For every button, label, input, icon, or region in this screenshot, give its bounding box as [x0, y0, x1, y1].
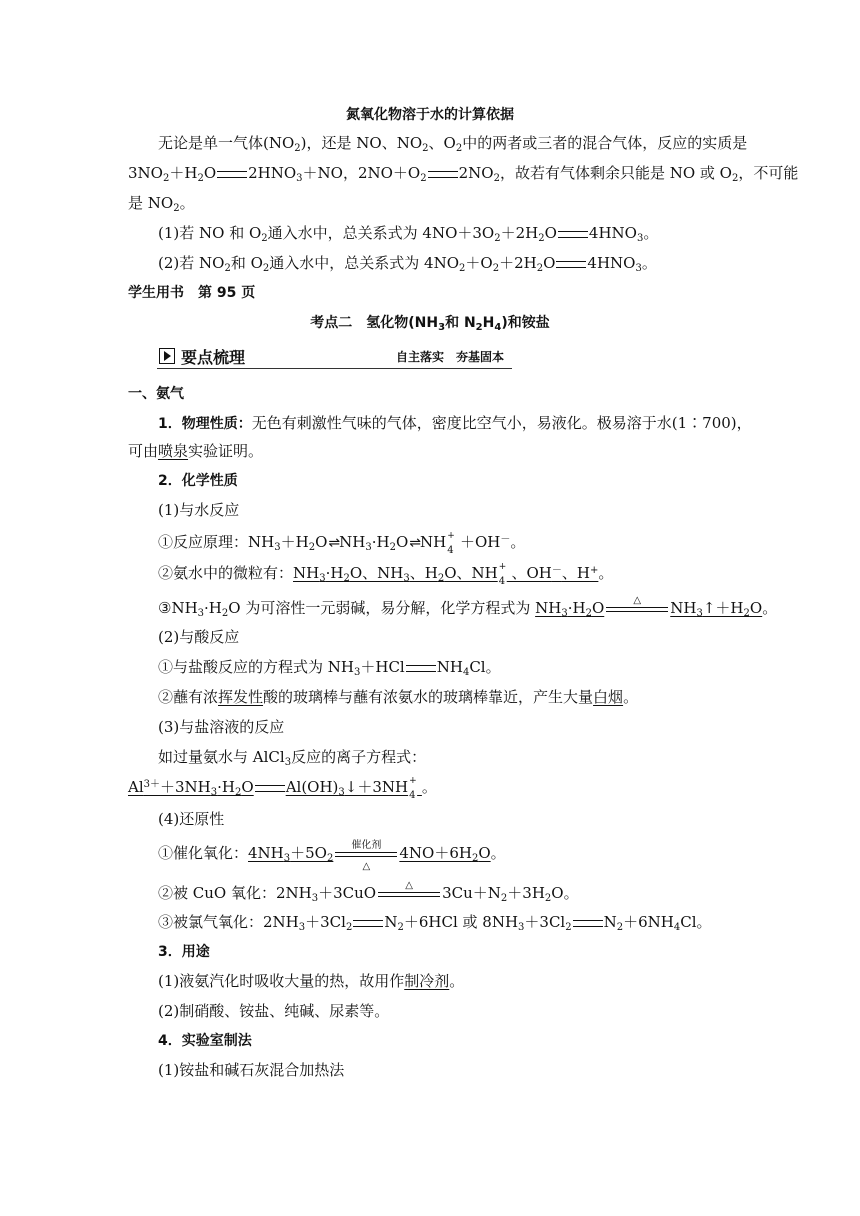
heat-condition: △ — [606, 602, 668, 616]
white-smoke: ②蘸有浓挥发性酸的玻璃棒与蘸有浓氨水的玻璃棒靠近，产生大量白烟。 — [158, 688, 639, 706]
banner-subtitle: 自主落实 夯基固本 — [395, 350, 504, 364]
blank-answer: $4NH_3+5O_2$ 催化剂 △ $4NO+6H_2O$ — [248, 840, 491, 872]
title-text: 氮氧化物溶于水的计算依据 — [346, 107, 514, 123]
equals-sign — [406, 665, 436, 672]
reaction-principle: ①反应原理：$NH_3+H_2O\rightleftharpoons NH_3\cdot H_2O\rightleftharpoons NH$ + 4 ＋OH－。 — [158, 531, 526, 556]
topic-heading: 考点二 氢化物($NH_3$和 $N_2H_4$)和铵盐 — [310, 315, 550, 333]
use-2: (2)制硝酸、铵盐、纯碱、尿素等。 — [158, 1002, 390, 1020]
heading-ammonia: 一、氨气 — [128, 386, 184, 402]
blank-answer: $NH_3\cdot H_2O$、$NH_3$、$H_2O$、NH + 4 、OH－、H+ — [293, 562, 599, 587]
heading-uses: 3．用途 — [158, 944, 210, 960]
equals-sign — [573, 920, 603, 927]
sub-heading-water: (1)与水反应 — [158, 501, 240, 519]
hcl-reaction: ①与盐酸反应的方程式为 $NH_3+HCl$ $NH_4Cl$。 — [158, 658, 501, 678]
equals-sign — [255, 785, 285, 792]
equals-sign — [353, 920, 383, 927]
ion-charge: + 4 — [447, 531, 455, 556]
section-title — [0, 104, 860, 126]
reversible-arrow-icon: ⇌ — [328, 535, 339, 551]
rule-1: (1)若 NO 和 $O_2$通入水中，总关系式为 $4NO+3O_2+2H_2O$ $4HNO_3$。 — [158, 224, 659, 244]
equals-sign — [217, 171, 247, 178]
weak-base-decomposition: $③NH_3\cdot H_2O$ 为可溶性一元弱碱，易分解，化学方程式为 $NH_3\cdot H_2O$ △ $NH_3↑+H_2O$。 — [158, 595, 778, 619]
blank-answer: 白烟 — [593, 688, 624, 706]
heading-lab-prep: 4．实验室制法 — [158, 1033, 252, 1049]
reversible-arrow-icon: ⇌ — [409, 535, 419, 551]
blank-answer: 喷泉 — [158, 442, 189, 460]
alcl3-intro: 如过量氨水与 AlCl$_3$反应的离子方程式： — [158, 748, 427, 768]
alcl3-equation: $Al^{3+}+3NH_3\cdot H_2O$ $Al(OH)_3↓+3NH$ + 4 。 — [128, 776, 437, 801]
use-1: (1)液氨汽化时吸收大量的热，故用作制冷剂。 — [158, 972, 465, 990]
ion-charge: + 4 — [498, 562, 507, 587]
play-icon — [159, 348, 175, 364]
equals-sign — [558, 231, 588, 238]
lab-prep-1: (1)铵盐和碱石灰混合加热法 — [158, 1061, 345, 1079]
blank-answer: 制冷剂 — [404, 972, 450, 990]
catalyst-heat-condition: 催化剂 △ — [335, 847, 397, 861]
catalytic-oxidation: ①催化氧化：$4NH_3+5O_2$ 催化剂 △ $4NO+6H_2O$。 — [158, 840, 506, 872]
physical-properties: 1．物理性质：无色有刺激性气味的气体，密度比空气小，易液化。极易溶于水(1∶700)， — [158, 414, 752, 432]
equals-sign — [428, 171, 458, 178]
ion-charge: + 4 — [409, 776, 417, 801]
section-banner — [157, 346, 512, 369]
sub-heading-acid: (2)与酸反应 — [158, 628, 240, 646]
paragraph-line-3: 是 $NO_2$。 — [128, 194, 195, 214]
paragraph-line-1: 无论是单一气体$(NO_2)$，还是 NO、$NO_2$、$O_2$中的两者或三者的混合气体，反应的实质是 — [158, 134, 748, 154]
blank-answer: $NH_3\cdot H_2O$ △ $NH_3↑+H_2O$ — [535, 595, 763, 619]
paragraph-line-2: $3NO_2+H_2O$ $2HNO_3+NO$，$2NO+O_2$ $2NO_2$，故若有气体剩余只能是 NO 或 $O_2$，不可能 — [128, 164, 799, 184]
rule-2: (2)若 $NO_2$和 $O_2$通入水中，总关系式为 $4NO_2+O_2+2H_2O$ $4HNO_3$。 — [158, 254, 657, 274]
equals-sign — [556, 261, 586, 268]
sub-heading-salt: (3)与盐溶液的反应 — [158, 718, 285, 736]
chlorine-oxidation: ③被氯气氧化：$2NH_3+3Cl_2$ $N_2+6HCl$ 或 $8NH_3+3Cl_2$ $N_2+6NH_4Cl$。 — [158, 913, 712, 933]
heading-chemical-properties: 2．化学性质 — [158, 473, 238, 489]
banner-title: 要点梳理 — [181, 348, 246, 367]
heat-condition: △ — [378, 887, 440, 901]
physical-properties-cont: 可由喷泉实验证明。 — [128, 442, 264, 460]
blank-answer: 挥发性 — [218, 688, 264, 706]
page-reference: 学生用书 第 95 页 — [128, 285, 256, 301]
ammonia-water-particles: ②氨水中的微粒有：$NH_3\cdot H_2O$、$NH_3$、$H_2O$、NH + 4 、OH－、H+。 — [158, 562, 614, 587]
blank-answer: $Al^{3+}+3NH_3\cdot H_2O$ $Al(OH)_3↓+3NH$ + 4 — [128, 776, 417, 801]
cuo-oxidation: ②被 CuO 氧化：$2NH_3+3CuO$ △ $3Cu+N_2+3H_2O$。 — [158, 880, 579, 904]
sub-heading-reducing: (4)还原性 — [158, 810, 225, 828]
